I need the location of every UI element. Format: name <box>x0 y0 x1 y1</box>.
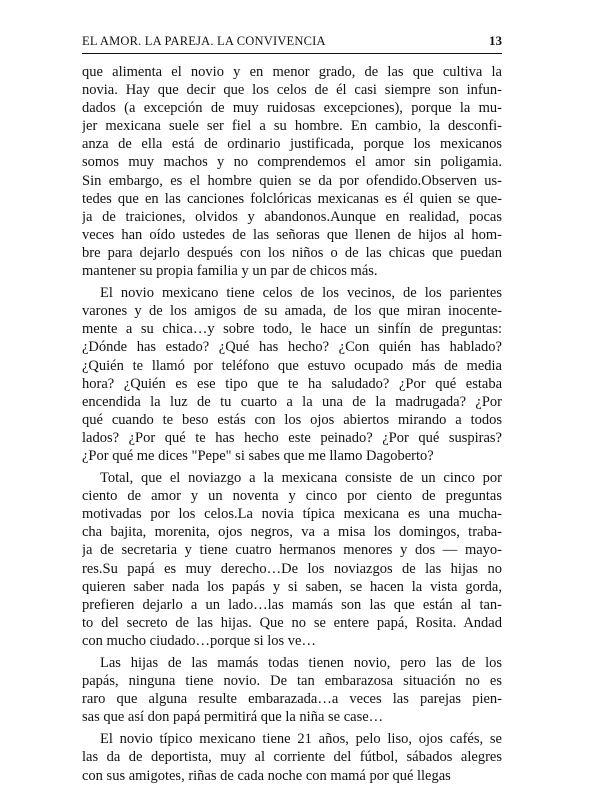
text-line: tedes que en las canciones folclóricas mexicanas es él quien se que- <box>82 190 502 207</box>
text-line: hora? ¿Quién es ese tipo que te ha saludado? ¿Por qué estaba <box>82 375 502 392</box>
text-line: con mucho ciudado…porque si los ve… <box>82 632 316 649</box>
text-line: quieren saber nada los papás y si saben, se hacen la vista gorda, <box>82 578 502 595</box>
text-line: papás, ninguna tiene novio. De tan embarazosa situación no es <box>82 673 502 690</box>
text-line: motivadas por los celos.La novia típica mexicana es una mucha- <box>82 506 502 523</box>
text-line: anza de ella está de ordinario justificada, porque los mexicanos <box>82 136 502 153</box>
text-line: cha bajita, morenita, ojos negros, va a misa los domingos, traba- <box>82 524 502 541</box>
running-head: EL AMOR. LA PAREJA. LA CONVIVENCIA <box>82 34 326 48</box>
text-line: El novio típico mexicano tiene 21 años, pelo liso, ojos cafés, se <box>100 731 502 748</box>
text-line: prefieren dejarlo a un lado…las mamás son las que están al tan- <box>82 596 502 613</box>
text-line: res.Su papá es muy derecho…De los noviazgos de las hijas no <box>82 560 502 577</box>
text-line: jer mexicana suele ser fiel a su hombre. En cambio, la desconfi- <box>82 118 502 135</box>
page-number: 13 <box>489 33 502 48</box>
paragraph <box>82 469 502 650</box>
text-line: mantener su propia familia y un par de chicos más. <box>82 263 378 280</box>
text-line: dados (a excepción de muy ruidosas excepciones), porque la mu- <box>82 100 502 117</box>
text-line: que alimenta el novio y en menor grado, de las que cultiva la <box>82 64 502 80</box>
text-line: ja de traiciones, olvidos y abandonos.Aunque en realidad, pocas <box>82 208 502 225</box>
text-line: encendida la luz de tu cuarto a la una de la madrugada? ¿Por <box>82 393 502 410</box>
text-line: bre para dejarlo después con los niños o de las chicas que puedan <box>82 244 502 261</box>
text-line: novia. Hay que decir que los celos de él casi siempre son infun- <box>82 82 502 99</box>
paragraph <box>82 654 502 726</box>
text-line: varones y de los amigos de su amada, de los que miran inocente- <box>82 303 502 320</box>
text-line: raro que alguna resulte embarazada…a veces las parejas pien- <box>82 691 502 708</box>
text-line: sas que así don papá permitirá que la niña se case… <box>82 709 384 726</box>
text-line: Las hijas de las mamás todas tienen novio, pero las de los <box>100 655 502 671</box>
paragraph <box>82 730 502 784</box>
page-header <box>82 34 502 52</box>
text-line: ja de secretaria y tiene cuatro hermanos menores y dos — mayo- <box>82 542 502 559</box>
text-line: ¿Dónde has estado? ¿Qué has hecho? ¿Con quién has hablado? <box>82 339 502 356</box>
text-line: somos muy machos y no comprendemos el amor sin poligamia. <box>82 154 502 171</box>
text-line: El novio mexicano tiene celos de los vecinos, de los parientes <box>100 285 502 302</box>
text-line: Total, que el noviazgo a la mexicana consiste de un cinco por <box>100 470 502 487</box>
text-line: mente a su chica…y sobre todo, le hace un sinfín de preguntas: <box>82 321 502 338</box>
paragraph <box>82 284 502 465</box>
text-line: las da de deportista, muy al corriente del fútbol, sábados alegres <box>82 749 502 766</box>
text-line: qué cuando te beso estás con los ojos abiertos mirando a todos <box>82 411 502 428</box>
text-line: lados? ¿Por qué te has hecho este peinado? ¿Por qué suspiras? <box>82 429 502 446</box>
text-line: ciento de amor y un noventa y cinco por ciento de preguntas <box>82 488 502 505</box>
text-line: to del secreto de las hijas. Que no se entere papá, Rosita. Andad <box>82 614 502 631</box>
paragraph <box>82 63 502 280</box>
text-line: Sin embargo, es el hombre quien se da por ofendido.Observen us- <box>82 172 502 189</box>
header-rule <box>82 53 502 54</box>
text-line: veces han oído ustedes de las señoras que llenen de hijos al hom- <box>82 226 502 243</box>
body-text <box>82 63 502 789</box>
text-line: ¿Por qué me dices "Pepe" si sabes que me llamo Dagoberto? <box>82 447 434 464</box>
text-line: ¿Quién te llamó por teléfono que estuvo ocupado más de media <box>82 357 502 374</box>
text-line: con sus amigotes, riñas de cada noche con mamá por qué llegas <box>82 767 451 784</box>
